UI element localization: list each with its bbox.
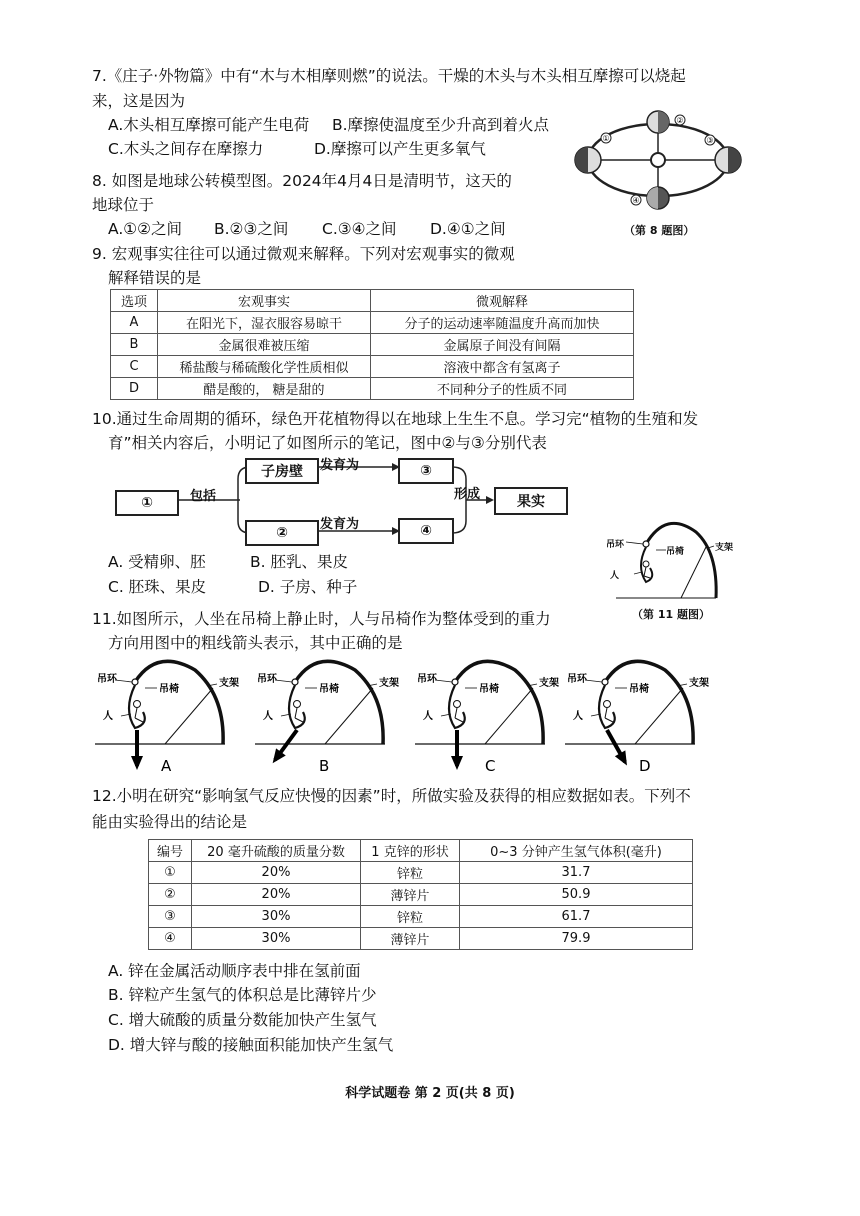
label-ring: 吊环 [97,674,117,685]
q7-option-a: A.木头相互摩擦可能产生电荷 [108,116,310,134]
table-cell: 61.7 [460,906,693,928]
swing-option-d [565,661,709,775]
flow-box-3: ③ [398,458,454,484]
q7-option-d: D.摩擦可以产生更多氧气 [314,140,486,158]
header-macro-fact: 宏观事实 [158,290,371,312]
table-cell: D [111,378,158,400]
table-cell: 溶液中都含有氢离子 [371,356,634,378]
orbit-marker-3: ③ [706,136,714,145]
q12-stem-line1: 12.小明在研究“影响氢气反应快慢的因素”时，所做实验及获得的相应数据如表。下列不 [92,787,691,805]
header-number: 编号 [149,840,192,862]
table-cell: ① [149,862,192,884]
header-zinc-shape: 1 克锌的形状 [361,840,460,862]
q8-option-b: B.②③之间 [214,220,289,238]
q11-figure-caption: （第 11 题图） [632,608,710,621]
earth-right [715,147,741,173]
flow-label-form: 形成 [454,487,481,502]
q8-option-a: A.①②之间 [108,220,183,238]
q8-figure-caption: （第 8 题图） [624,224,695,237]
q9-stem-line2: 解释错误的是 [108,269,202,287]
table-cell: 薄锌片 [361,884,460,906]
q10-stem-line2: 育”相关内容后，小明记了如图所示的笔记，图中②与③分别代表 [108,434,547,452]
label-stand: 支架 [219,678,239,689]
q8-stem-line2: 地球位于 [92,196,155,214]
header-hydrogen-volume: 0~3 分钟产生氢气体积(毫升) [460,840,693,862]
table-row [149,884,693,906]
label-ring: 吊环 [417,674,437,685]
orbit-marker-4: ④ [632,196,640,205]
swing-option-a [95,661,239,775]
option-letter: C [485,757,496,775]
label-person: 人 [423,711,433,722]
label-person: 人 [263,711,273,722]
table-cell: ③ [149,906,192,928]
q9-stem-line1: 9. 宏观事实往往可以通过微观来解释。下列对宏观事实的微观 [92,245,515,263]
ref-label-ring: 吊环 [606,540,625,550]
table-cell: 30% [192,906,361,928]
header-option: 选项 [111,290,158,312]
swing-option-b [255,661,399,775]
q10-stem-line1: 10.通过生命周期的循环，绿色开花植物得以在地球上生生不息。学习完“植物的生殖和发 [92,410,699,428]
flow-label-develop-1: 发育为 [320,458,360,473]
gravity-arrowhead [131,756,143,770]
table-cell: A [111,312,158,334]
q12-option-c: C. 增大硫酸的质量分数能加快产生氢气 [108,1011,377,1029]
gravity-arrowhead [451,756,463,770]
table-cell: B [111,334,158,356]
orbit-marker-2: ② [676,116,684,125]
flow-box-2: ② [245,520,319,546]
q11-option-figures [95,652,775,776]
q7-stem-line1: 7.《庄子·外物篇》中有“木与木相摩则燃”的说法。干燥的木头与木头相互摩擦可以烧起 [92,67,686,85]
q10-option-c: C. 胚珠、果皮 [108,578,207,596]
table-row [149,928,693,950]
q7-stem-line2: 来，这是因为 [92,92,186,110]
q12-option-d: D. 增大锌与酸的接触面积能加快产生氢气 [108,1036,394,1054]
q8-stem-line1: 8. 如图是地球公转模型图。2024年4月4日是清明节，这天的 [92,172,512,190]
table-cell: 稀盐酸与稀硫酸化学性质相似 [158,356,371,378]
table-row [111,312,634,334]
q9-table [110,289,634,400]
table-cell: 醋是酸的， 糖是甜的 [158,378,371,400]
flow-box-4: ④ [398,518,454,544]
q8-option-d: D.④①之间 [430,220,506,238]
label-chair: 吊椅 [629,684,649,695]
table-cell: 50.9 [460,884,693,906]
q7-option-c: C.木头之间存在摩擦力 [108,140,264,158]
table-cell: 分子的运动速率随温度升高而加快 [371,312,634,334]
label-stand: 支架 [379,678,399,689]
label-chair: 吊椅 [479,684,499,695]
q12-stem-line2: 能由实验得出的结论是 [92,813,248,831]
q10-option-d: D. 子房、种子 [258,578,358,596]
label-ring: 吊环 [257,674,277,685]
table-row [111,334,634,356]
table-cell: 79.9 [460,928,693,950]
table-cell: 不同种分子的性质不同 [371,378,634,400]
swing-chair-reference-figure [606,512,736,602]
label-person: 人 [573,711,583,722]
label-ring: 吊环 [567,674,587,685]
option-letter: D [639,757,651,775]
flow-box-ovary-wall: 子房壁 [245,458,319,484]
table-cell: 在阳光下，湿衣服容易晾干 [158,312,371,334]
q11-stem-line2: 方向用图中的粗线箭头表示，其中正确的是 [108,634,403,652]
table-row [149,862,693,884]
option-letter: A [161,757,172,775]
table-cell: 锌粒 [361,862,460,884]
ref-label-person: 人 [610,571,620,581]
table-row [149,906,693,928]
table-header-row [111,290,634,312]
q10-option-a: A. 受精卵、胚 [108,553,206,571]
earth-left [575,147,601,173]
label-person: 人 [103,711,113,722]
header-acid-fraction: 20 毫升硫酸的质量分数 [192,840,361,862]
orbit-marker-1: ① [602,134,610,143]
table-cell: 锌粒 [361,906,460,928]
table-cell: 金属原子间没有间隔 [371,334,634,356]
table-cell: 20% [192,884,361,906]
flow-label-include: 包括 [190,489,217,504]
flow-box-fruit: 果实 [494,487,568,515]
q7-option-b: B.摩擦使温度至少升高到着火点 [332,116,550,134]
table-cell: 薄锌片 [361,928,460,950]
label-chair: 吊椅 [159,684,179,695]
table-cell: 20% [192,862,361,884]
table-cell: ④ [149,928,192,950]
earth-top [647,111,669,133]
label-chair: 吊椅 [319,684,339,695]
earth-orbit-figure [566,108,746,220]
q10-option-b: B. 胚乳、果皮 [250,553,348,571]
table-cell: ② [149,884,192,906]
q11-stem-line1: 11.如图所示，人坐在吊椅上静止时，人与吊椅作为整体受到的重力 [92,610,551,628]
swing-option-c [415,661,559,775]
table-cell: 金属很难被压缩 [158,334,371,356]
earth-bottom [647,187,669,209]
ref-label-chair: 吊椅 [666,547,685,557]
q8-option-c: C.③④之间 [322,220,397,238]
q12-option-a: A. 锌在金属活动顺序表中排在氢前面 [108,962,361,980]
page-footer: 科学试题卷 第 2 页(共 8 页) [345,1086,515,1101]
flow-label-develop-2: 发育为 [320,517,360,532]
table-cell: C [111,356,158,378]
ref-label-stand: 支架 [715,543,734,553]
table-cell: 31.7 [460,862,693,884]
q12-option-b: B. 锌粒产生氢气的体积总是比薄锌片少 [108,986,377,1004]
q12-table [148,839,693,950]
table-header-row [149,840,693,862]
table-row [111,356,634,378]
flow-box-1: ① [115,490,179,516]
header-micro-explanation: 微观解释 [371,290,634,312]
table-row [111,378,634,400]
label-stand: 支架 [689,678,709,689]
label-stand: 支架 [539,678,559,689]
table-cell: 30% [192,928,361,950]
option-letter: B [319,757,330,775]
